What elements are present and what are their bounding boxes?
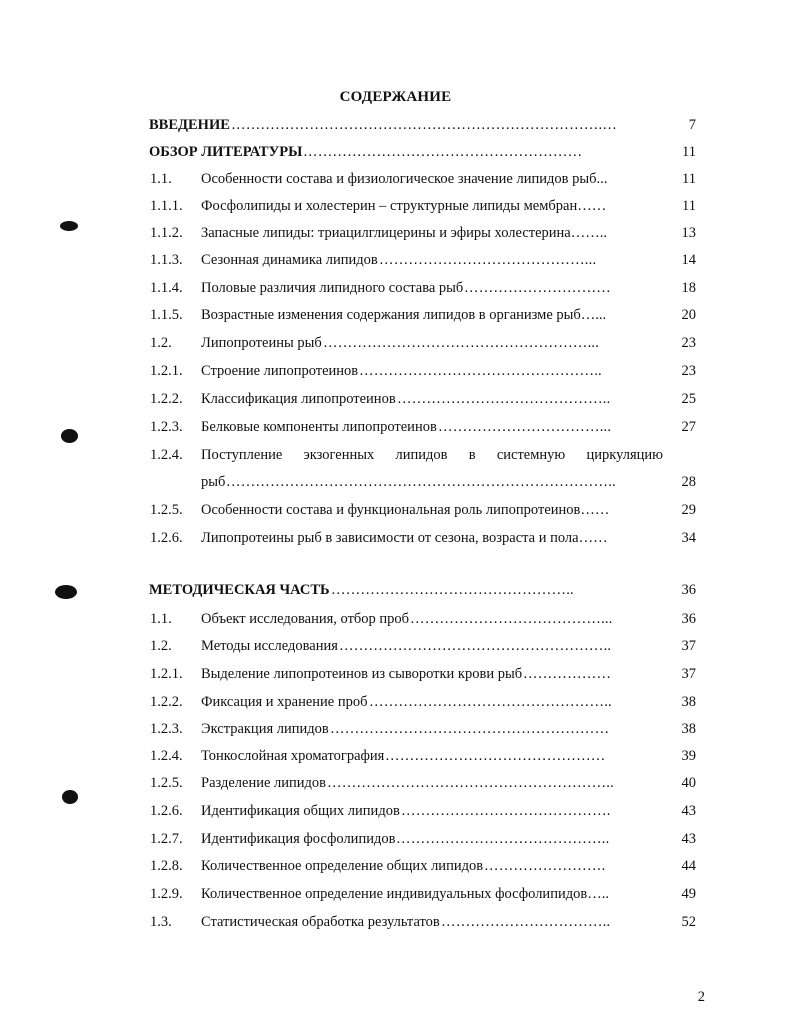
toc-entry [0,360,791,382]
entry-title: Статистическая обработка результатов [201,914,440,930]
entry-page-number: 40 [681,775,696,791]
entry-title: Методы исследования [201,638,338,654]
entry-number: 1.2.2. [150,391,183,407]
entry-page-number: 37 [681,638,696,654]
dot-leader: ………………………………………………... [323,335,600,351]
entry-title: Строение липопротеинов [201,363,359,379]
toc-entry [0,883,791,905]
dot-leader: ……………………………………………….. [339,638,612,654]
toc-entry [0,635,791,657]
toc-entry [0,691,791,713]
dot-leader: ……………………………... [438,419,612,435]
entry-title: Возрастные изменения содержания липидов в организме рыб…... [201,307,607,323]
entry-title: Особенности состава и физиологическое значение липидов рыб... [201,171,608,187]
toc-entry [0,195,791,217]
ink-blot [60,221,78,231]
entry-title: Поступление экзогенных липидов в системную циркуляцию [201,447,663,463]
entry-page-number: 43 [681,803,696,819]
entry-title: Объект исследования, отбор проб [201,611,410,627]
entry-number: 1.2.5. [150,775,183,791]
entry-page-number: 36 [681,582,696,598]
entry-page-number: 37 [681,666,696,682]
toc-entry [0,608,791,630]
entry-page-number: 29 [681,502,696,518]
toc-entry [0,332,791,354]
entry-page-number: 38 [681,694,696,710]
dot-leader: ……………… [523,666,612,682]
toc-entry [0,249,791,271]
toc-entry [0,444,791,466]
toc-entry [0,304,791,326]
toc-entry [0,141,791,163]
entry-page-number: 52 [681,914,696,930]
dot-leader: ………………………………………………… [303,144,583,160]
section-heading: ОБЗОР ЛИТЕРАТУРЫ [149,144,303,160]
toc-entry [0,855,791,877]
toc-entry [0,911,791,933]
entry-page-number: 11 [682,144,696,160]
dot-leader: ……………………………………. [401,803,611,819]
section-heading: ВВЕДЕНИЕ [149,117,230,133]
toc-entry [0,222,791,244]
entry-page-number: 14 [681,252,696,268]
entry-title: Особенности состава и функциональная роль липопротеинов…… [201,502,610,518]
entry-title: Фосфолипиды и холестерин – структурные липиды мембран…… [201,198,607,214]
entry-number: 1.1.1. [150,198,183,214]
toc-entry [0,114,791,136]
entry-number: 1.2.3. [150,721,183,737]
entry-title: Белковые компоненты липопротеинов [201,419,437,435]
entry-page-number: 38 [681,721,696,737]
toc-entry [0,663,791,685]
entry-title: Запасные липиды: триацилглицерины и эфиры холестерина…….. [201,225,607,241]
dot-leader: …………………………………………………………………….. [226,474,616,490]
entry-number: 1.1. [150,171,172,187]
entry-number: 1.2.6. [150,803,183,819]
dot-leader: ………………………………………….. [331,582,574,598]
entry-title: рыб [201,474,226,490]
entry-title: Тонкослойная хроматография [201,748,385,764]
dot-leader: ……………………………………… [385,748,606,764]
entry-number: 1.2.6. [150,530,183,546]
entry-title: Количественное определение индивидуальных фосфолипидов….. [201,886,609,902]
toc-entry [0,168,791,190]
ink-blot [61,429,78,443]
entry-page-number: 44 [681,858,696,874]
entry-number: 1.3. [150,914,172,930]
entry-title: Идентификация фосфолипидов [201,831,396,847]
toc-entry [0,745,791,767]
entry-page-number: 18 [681,280,696,296]
entry-title: Липопротеины рыб [201,335,322,351]
entry-page-number: 23 [681,363,696,379]
page-title: СОДЕРЖАНИЕ [339,89,452,105]
toc-entry [0,772,791,794]
dot-leader: ………………………………………………… [330,721,610,737]
entry-number: 1.2. [150,638,172,654]
page-number: 2 [697,989,705,1005]
entry-number: 1.1.2. [150,225,183,241]
dot-leader: ………………………… [464,280,611,296]
dot-leader: ………………………………………….. [369,694,612,710]
entry-page-number: 7 [688,117,696,133]
entry-title: Фиксация и хранение проб [201,694,368,710]
entry-title: Липопротеины рыб в зависимости от сезона, возраста и пола…… [201,530,608,546]
entry-number: 1.2.4. [150,447,183,463]
dot-leader: ………………………………………………….. [327,775,614,791]
entry-page-number: 23 [681,335,696,351]
entry-page-number: 25 [681,391,696,407]
dot-leader: …………………………………... [410,611,613,627]
entry-page-number: 13 [681,225,696,241]
entry-page-number: 36 [681,611,696,627]
entry-number: 1.2.8. [150,858,183,874]
entry-page-number: 39 [681,748,696,764]
toc-entry [0,499,791,521]
entry-page-number: 11 [682,198,696,214]
entry-page-number: 34 [681,530,696,546]
entry-page-number: 43 [681,831,696,847]
entry-title: Количественное определение общих липидов [201,858,484,874]
toc-entry [0,828,791,850]
entry-title: Выделение липопротеинов из сыворотки крови рыб [201,666,523,682]
dot-leader: …………………………………….. [397,391,611,407]
ink-blot [62,790,78,804]
section-heading: МЕТОДИЧЕСКАЯ ЧАСТЬ [149,582,330,598]
entry-title: Разделение липидов [201,775,327,791]
entry-title: Сезонная динамика липидов [201,252,378,268]
entry-number: 1.2.1. [150,666,183,682]
entry-number: 1.2.5. [150,502,183,518]
toc-entry [0,416,791,438]
entry-title: Экстракция липидов [201,721,329,737]
ink-blot [55,585,77,599]
dot-leader: ……………………………………... [379,252,597,268]
toc-entry [0,471,791,493]
entry-number: 1.2.4. [150,748,183,764]
entry-number: 1.2.9. [150,886,183,902]
dot-leader: ………………………………………………………………….… [231,117,618,133]
toc-entry [0,718,791,740]
dot-leader: ……………………. [484,858,606,874]
entry-number: 1.2.7. [150,831,183,847]
toc-entry [0,527,791,549]
entry-page-number: 27 [681,419,696,435]
toc-entry [0,579,791,601]
dot-leader: …………………………………….. [396,831,610,847]
entry-number: 1.2. [150,335,172,351]
entry-title: Классификация липопротеинов [201,391,396,407]
entry-number: 1.2.2. [150,694,183,710]
entry-number: 1.1.3. [150,252,183,268]
toc-entry [0,800,791,822]
entry-number: 1.1. [150,611,172,627]
entry-page-number: 49 [681,886,696,902]
dot-leader: …………………………….. [441,914,611,930]
toc-entry [0,388,791,410]
dot-leader: ………………………………………….. [359,363,602,379]
entry-number: 1.2.3. [150,419,183,435]
entry-number: 1.1.4. [150,280,183,296]
entry-number: 1.2.1. [150,363,183,379]
entry-title: Идентификация общих липидов [201,803,400,819]
entry-page-number: 28 [681,474,696,490]
entry-number: 1.1.5. [150,307,183,323]
entry-page-number: 20 [681,307,696,323]
entry-page-number: 11 [682,171,696,187]
entry-title: Половые различия липидного состава рыб [201,280,464,296]
toc-entry [0,277,791,299]
